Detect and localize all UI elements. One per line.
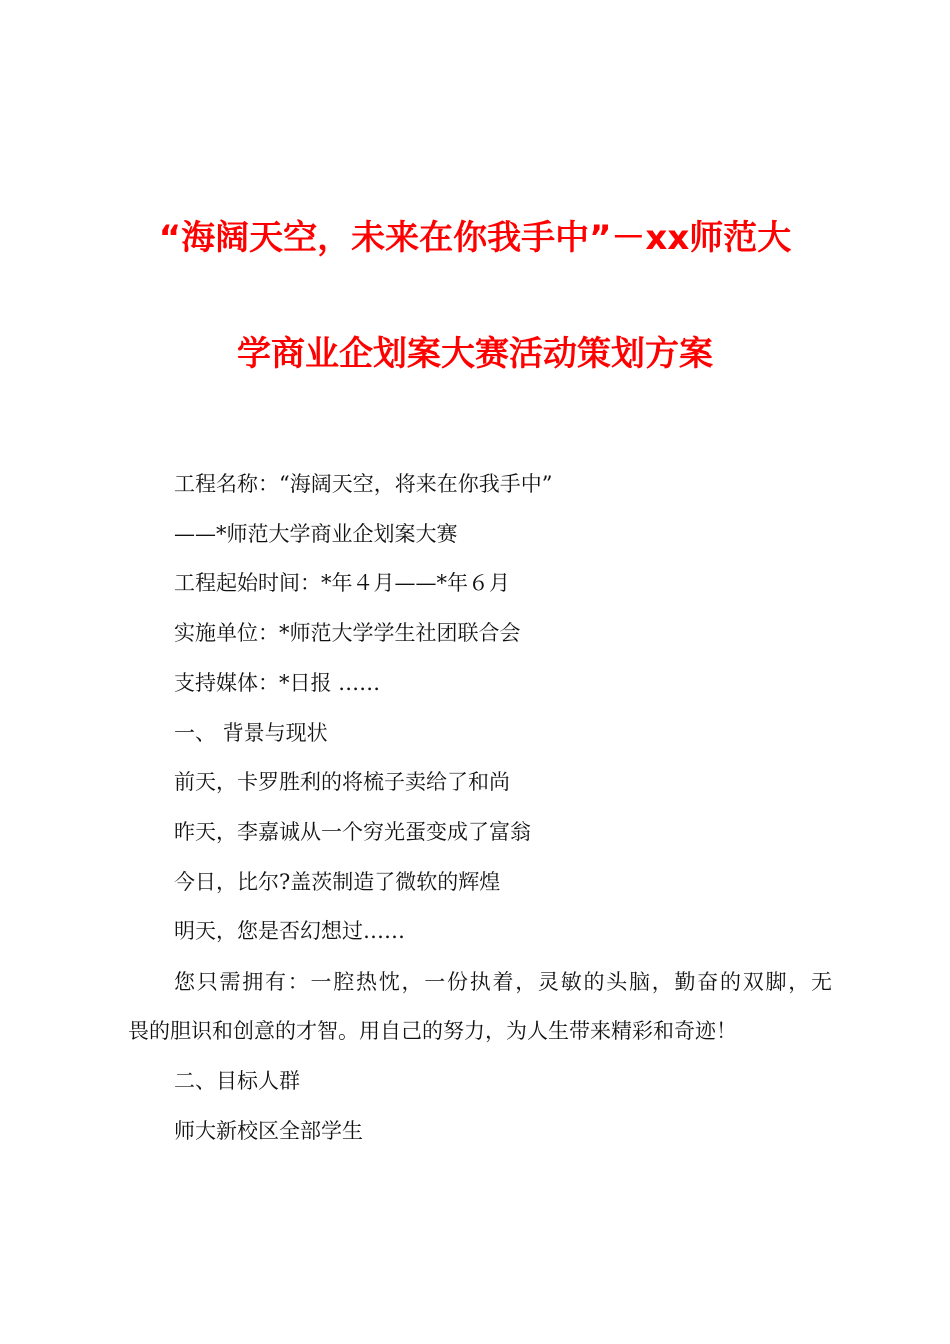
background-line: 明天，您是否幻想过…… [174, 919, 405, 943]
project-subtitle: ——*师范大学商业企划案大赛 [174, 522, 458, 546]
implementing-unit: 实施单位：*师范大学学生社团联合会 [174, 621, 521, 645]
background-line: 今日，比尔?盖茨制造了微软的辉煌 [174, 870, 501, 894]
background-paragraph-line-2: 畏的胆识和创意的才智。用自己的努力，为人生带来精彩和奇迹！ [128, 1019, 737, 1043]
target-audience-line: 师大新校区全部学生 [174, 1119, 363, 1143]
background-line: 昨天，李嘉诚从一个穷光蛋变成了富翁 [174, 820, 531, 844]
project-name: 工程名称：“海阔天空，将来在你我手中” [174, 472, 553, 496]
section-heading-target-audience: 二、目标人群 [174, 1069, 300, 1093]
document-title-line-2: 学商业企划案大赛活动策划方案 [237, 334, 713, 374]
project-start-time: 工程起始时间：*年４月——*年６月 [174, 571, 510, 595]
background-line: 前天，卡罗胜利的将梳子卖给了和尚 [174, 770, 510, 794]
document-title-line-1: “海阔天空，未来在你我手中”－xx师范大 [158, 218, 792, 258]
section-heading-background: 一、 背景与现状 [174, 721, 328, 745]
background-paragraph-line-1: 您只需拥有：一腔热忱，一份执着，灵敏的头脑，勤奋的双脚，无 [174, 970, 832, 994]
supporting-media: 支持媒体：*日报 …… [174, 671, 381, 695]
